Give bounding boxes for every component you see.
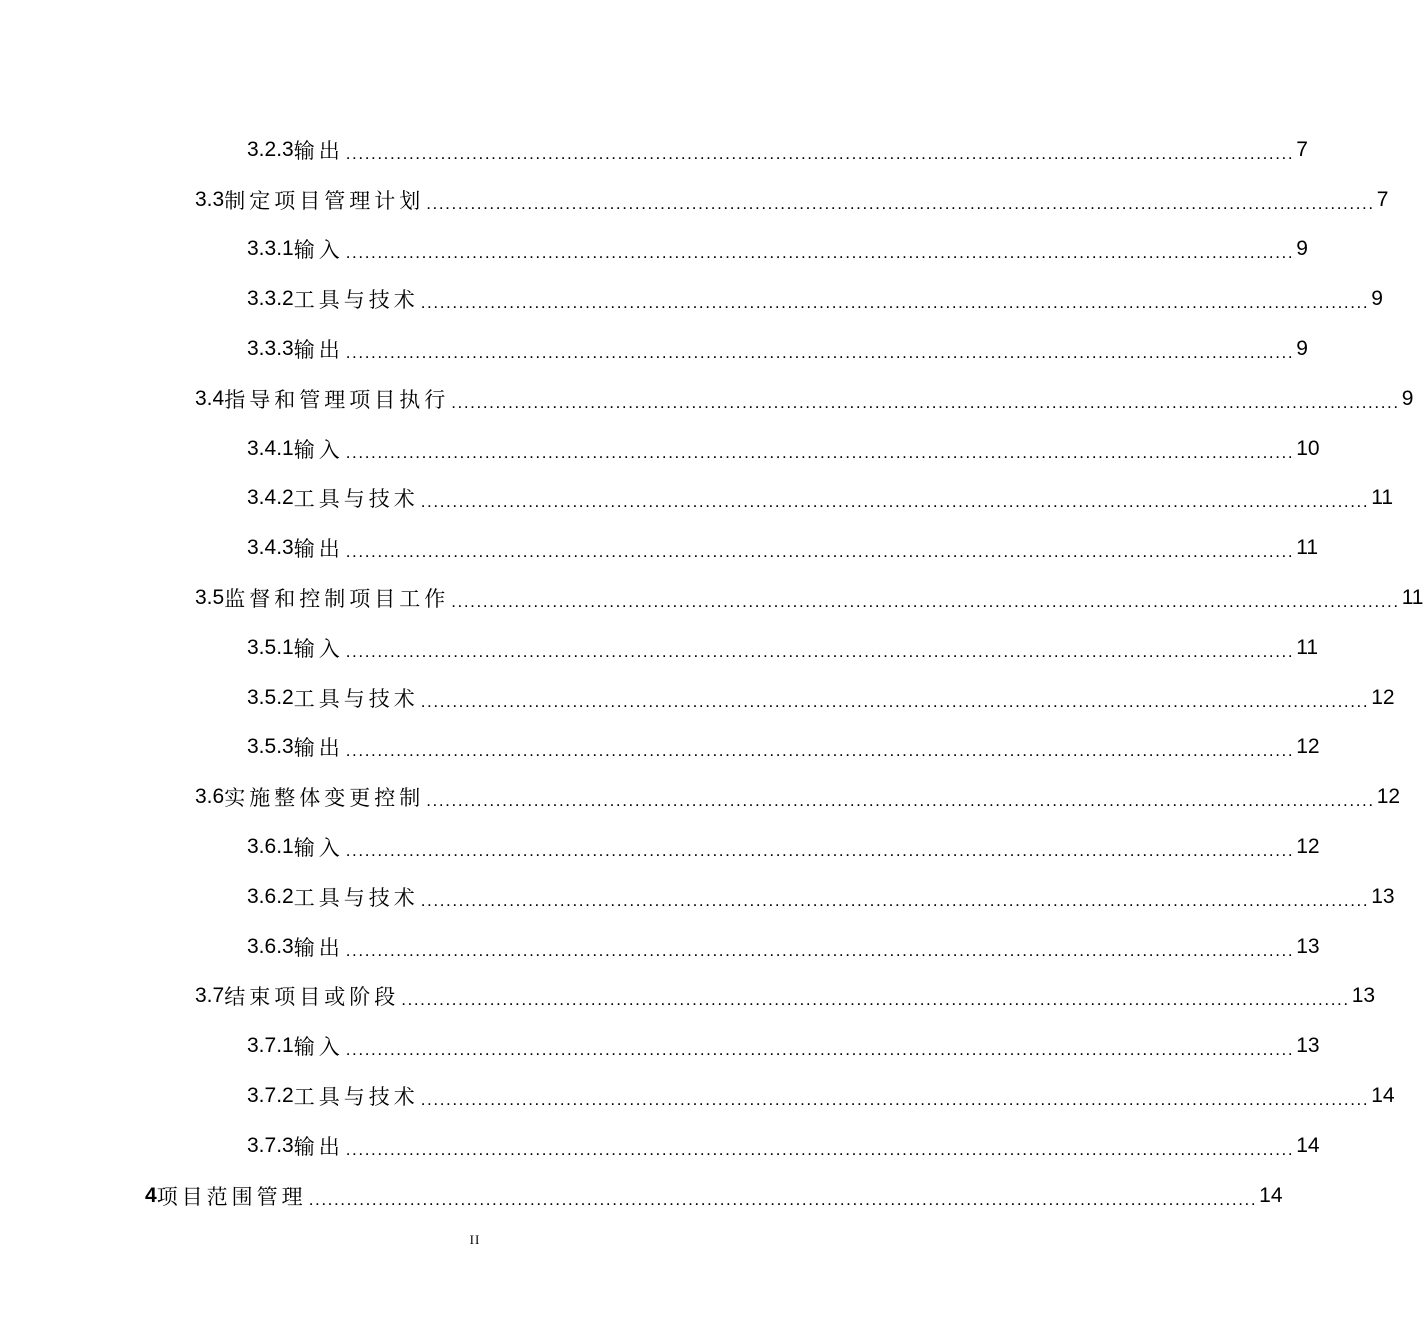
toc-entry[interactable] [0,225,1308,275]
toc-entry[interactable] [0,324,1308,374]
toc-entry[interactable] [0,1121,1320,1171]
toc-entry-title: 输出 [293,138,344,163]
toc-entry-number: 3.3 [195,187,225,211]
toc-entry-number: 3.5.3 [247,735,294,759]
toc-entry-number: 3.4.1 [247,436,294,460]
toc-entry[interactable] [0,673,1395,723]
toc-entry-page: 14 [1259,1183,1283,1207]
toc-leader: ...................................................................................................................................................... [426,791,1375,811]
toc-entry-title: 工具与技术 [293,288,419,313]
toc-entry-title: 输入 [293,1035,344,1060]
toc-entry-title: 输出 [293,1134,344,1159]
toc-leader: ...................................................................................................................................................... [420,492,1370,512]
toc-entry-number: 3.3.1 [247,237,294,261]
table-of-contents [0,125,1424,1221]
toc-leader: ...................................................................................................................................................... [345,940,1295,960]
toc-entry-page: 14 [1371,1084,1395,1108]
toc-entry-page: 7 [1376,187,1389,211]
toc-leader: ...................................................................................................................................................... [420,293,1370,313]
toc-entry-number: 3.7.3 [247,1133,294,1157]
toc-entry-title: 实施整体变更控制 [224,786,425,811]
toc-entry-number: 3.3.3 [247,337,294,361]
toc-entry-title: 制定项目管理计划 [224,188,425,213]
toc-leader: ...................................................................................................................................................... [345,243,1295,263]
toc-entry[interactable] [0,424,1320,474]
toc-entry-page: 11 [1296,536,1319,560]
toc-entry-title: 输出 [293,935,344,960]
toc-entry-title: 输出 [293,736,344,761]
toc-entry-title: 输入 [293,437,344,462]
toc-entry[interactable] [0,573,1424,623]
toc-leader: ...................................................................................................................................................... [401,990,1350,1010]
toc-entry[interactable] [0,972,1376,1022]
toc-entry[interactable] [0,523,1319,573]
toc-entry-page: 14 [1296,1133,1320,1157]
toc-entry-number: 3.4 [195,386,225,410]
toc-entry[interactable] [0,623,1319,673]
page-footer-number: II [469,1232,481,1247]
toc-entry-number: 3.5 [195,586,225,610]
toc-entry-page: 9 [1371,287,1383,311]
toc-entry-number: 3.4.3 [247,536,294,560]
toc-entry-number: 3.6.3 [247,934,294,958]
toc-entry-number: 3.7.1 [247,1034,294,1058]
toc-leader: ...................................................................................................................................................... [451,592,1400,612]
toc-entry[interactable] [0,474,1394,524]
toc-entry-number: 3.7.2 [247,1084,294,1108]
toc-entry-page: 11 [1296,635,1319,659]
toc-entry-title: 输入 [293,836,344,861]
toc-entry-title: 指导和管理项目执行 [224,387,450,412]
toc-entry-title: 工具与技术 [293,885,419,910]
toc-entry-page: 9 [1401,386,1414,410]
toc-entry-title: 输入 [293,238,344,263]
toc-entry-page: 13 [1351,984,1376,1008]
toc-leader: ...................................................................................................................................................... [420,890,1370,910]
toc-entry-number: 3.4.2 [247,486,294,510]
toc-entry-page: 12 [1376,785,1401,809]
toc-leader: ...................................................................................................................................................... [420,1090,1370,1110]
toc-entry-title: 项目范围管理 [156,1184,307,1209]
toc-leader: ...................................................................................................................................................... [426,193,1375,213]
toc-entry[interactable] [0,125,1308,175]
toc-entry-title: 输入 [293,636,344,661]
toc-entry[interactable] [0,1021,1320,1071]
toc-entry[interactable] [0,374,1414,424]
toc-leader: ...................................................................................................................................................... [345,741,1295,761]
toc-entry-page: 9 [1296,237,1308,261]
toc-entry[interactable] [0,922,1320,972]
toc-entry-number: 3.3.2 [247,287,294,311]
toc-leader: ...................................................................................................................................................... [345,143,1295,163]
toc-leader: ...................................................................................................................................................... [345,343,1295,363]
toc-entry-number: 4 [145,1183,157,1207]
toc-entry-title: 输出 [293,338,344,363]
toc-leader: ...................................................................................................................................................... [308,1189,1258,1209]
toc-entry-page: 13 [1371,884,1395,908]
toc-entry[interactable] [0,1071,1395,1121]
toc-entry-title: 工具与技术 [293,487,419,512]
toc-entry-page: 12 [1371,685,1395,709]
toc-entry-page: 13 [1296,934,1320,958]
toc-entry-number: 3.5.1 [247,635,294,659]
toc-entry-number: 3.6.2 [247,884,294,908]
toc-entry-page: 9 [1296,337,1308,361]
toc-entry[interactable] [0,822,1320,872]
toc-entry-title: 监督和控制项目工作 [224,587,450,612]
toc-entry-number: 3.7 [195,984,225,1008]
toc-entry-title: 结束项目或阶段 [224,985,400,1010]
toc-leader: ...................................................................................................................................................... [345,442,1295,462]
toc-entry-number: 3.2.3 [247,137,294,161]
toc-entry-page: 12 [1296,735,1320,759]
toc-entry[interactable] [0,175,1389,225]
toc-entry-title: 输出 [293,537,344,562]
toc-entry[interactable] [0,872,1395,922]
toc-entry-page: 13 [1296,1034,1320,1058]
toc-entry-title: 工具与技术 [293,686,419,711]
toc-leader: ...................................................................................................................................................... [345,1139,1295,1159]
toc-entry-page: 11 [1371,486,1394,510]
toc-entry[interactable] [0,723,1320,773]
toc-entry[interactable] [0,274,1383,324]
toc-entry[interactable] [0,1171,1283,1221]
toc-leader: ...................................................................................................................................................... [345,1040,1295,1060]
toc-leader: ...................................................................................................................................................... [420,691,1370,711]
toc-leader: ...................................................................................................................................................... [345,542,1295,562]
toc-entry-number: 3.6 [195,785,225,809]
toc-entry-page: 11 [1401,586,1424,610]
toc-entry-page: 10 [1296,436,1320,460]
toc-entry-page: 12 [1296,835,1320,859]
toc-leader: ...................................................................................................................................................... [345,641,1295,661]
toc-leader: ...................................................................................................................................................... [451,392,1400,412]
toc-entry-page: 7 [1296,137,1308,161]
toc-entry-number: 3.5.2 [247,685,294,709]
toc-entry[interactable] [0,772,1401,822]
toc-leader: ...................................................................................................................................................... [345,841,1295,861]
toc-entry-title: 工具与技术 [293,1085,419,1110]
toc-entry-number: 3.6.1 [247,835,294,859]
